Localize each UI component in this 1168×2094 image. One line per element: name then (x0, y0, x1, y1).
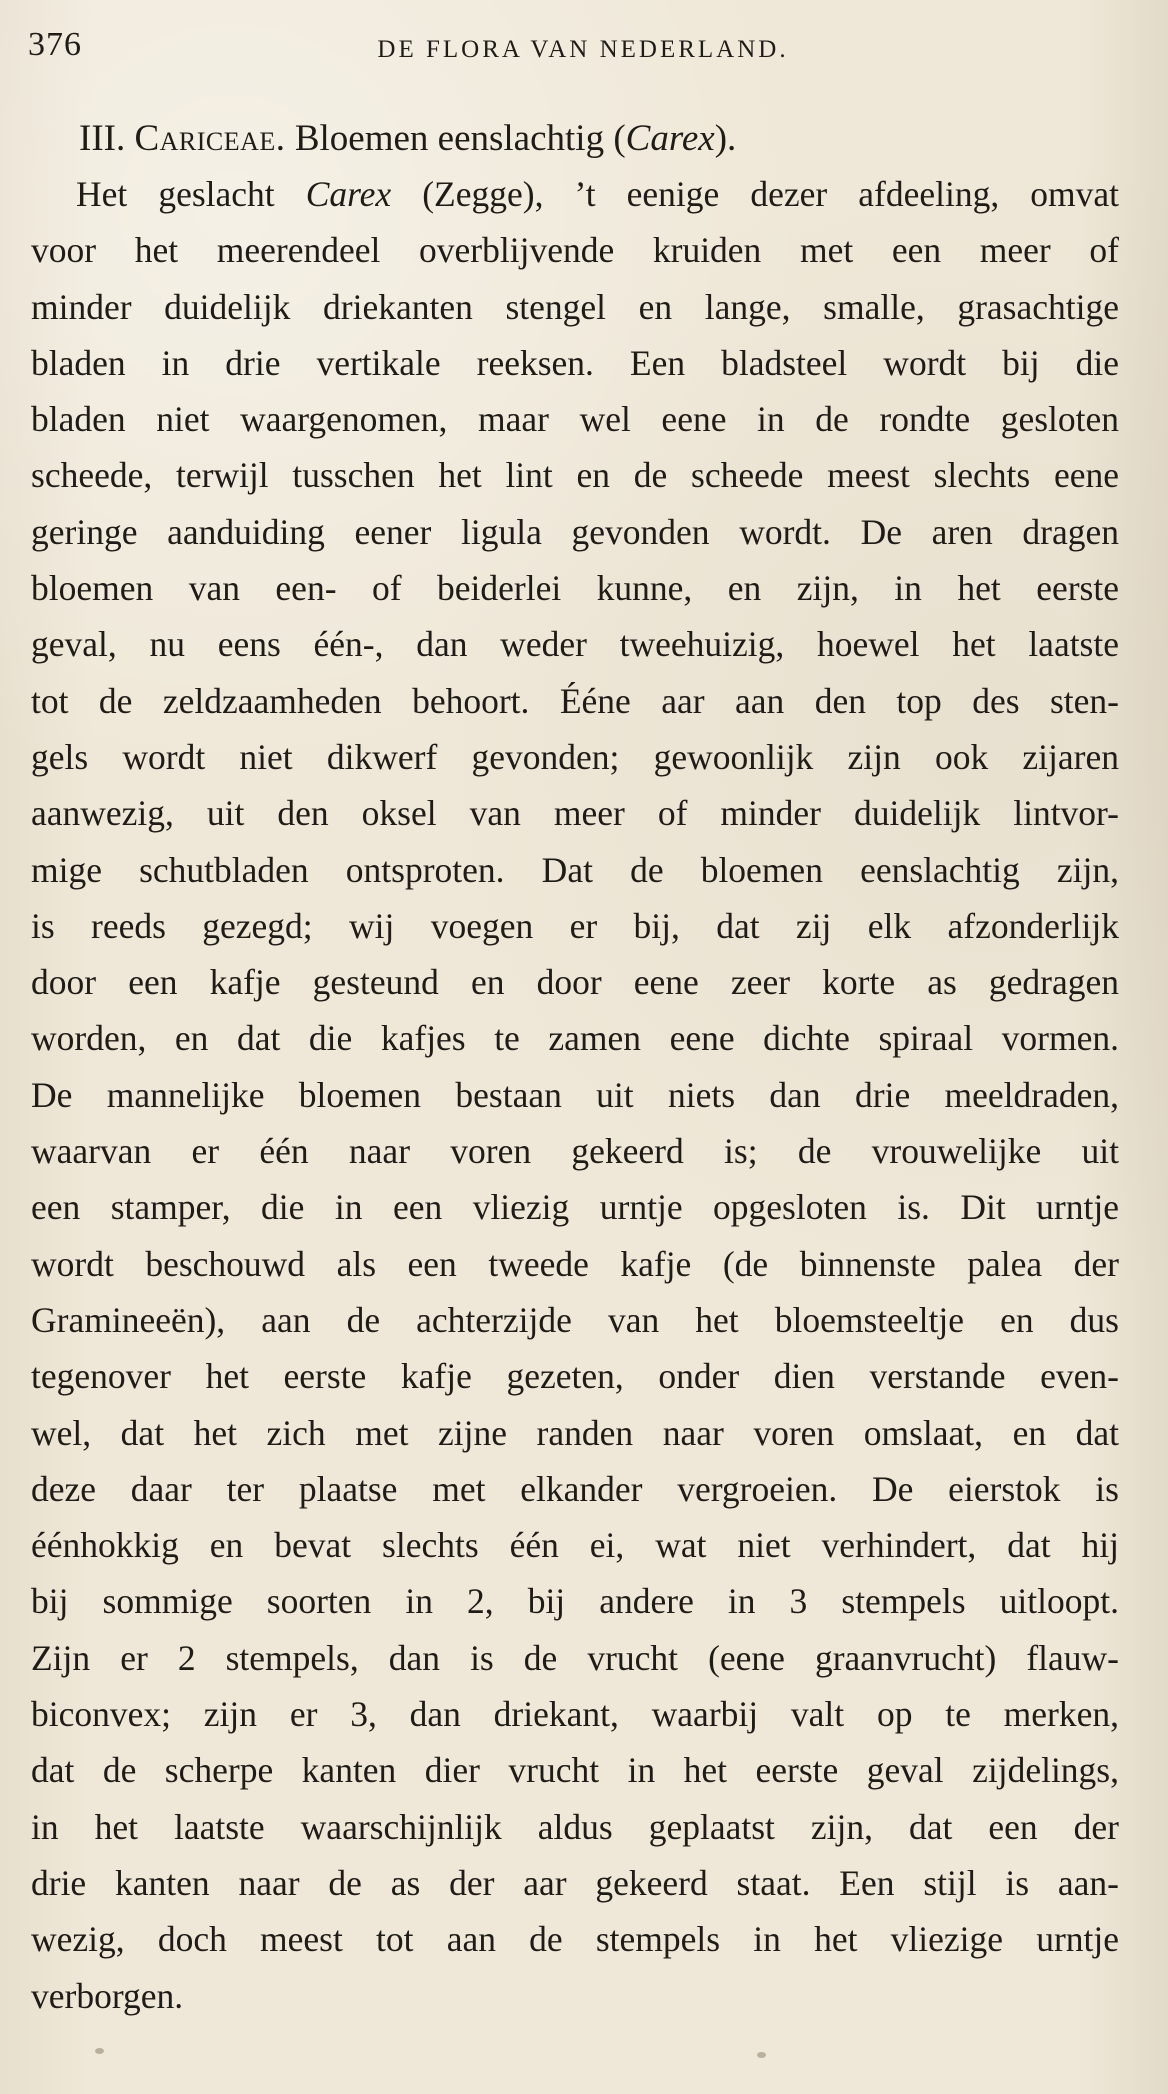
text-line-03: minder duidelijk driekanten stengel en lange, smalle, grasachtige (31, 286, 1119, 327)
section-heading (79, 112, 1119, 166)
running-head: DE FLORA VAN NEDERLAND. (377, 36, 789, 63)
page-header (28, 26, 1138, 70)
text-line-32: wezig, doch meest tot aan de stempels in het vliezige urntje (31, 1919, 1119, 1960)
text-line-25: éénhokkig en bevat slechts één ei, wat niet verhindert, dat hij (31, 1525, 1119, 1566)
text-line-12: aanwezig, uit den oksel van meer of minder duidelijk lintvor- (31, 793, 1119, 834)
text-line-22: tegenover het eerste kafje gezeten, onder dien verstande even- (31, 1356, 1119, 1397)
text-line-05: bladen niet waargenomen, maar wel eene in de rondte gesloten (31, 399, 1119, 440)
text-line-08: bloemen van een- of beiderlei kunne, en zijn, in het eerste (31, 568, 1119, 609)
text-line-19: een stamper, die in een vliezig urntje opgesloten is. Dit urntje (31, 1187, 1119, 1228)
text-line-10: tot de zeldzaamheden behoort. Ééne aar aan den top des sten- (31, 680, 1119, 721)
text-line-30: in het laatste waarschijnlijk aldus geplaatst zijn, dat een der (31, 1806, 1119, 1847)
paper-ink-spot (95, 2048, 104, 2054)
text-line-29: dat de scherpe kanten dier vrucht in het eerste geval zijdelings, (31, 1750, 1119, 1791)
text-line-20: wordt beschouwd als een tweede kafje (de binnenste palea der (31, 1243, 1119, 1284)
section-label: Cariceae. (134, 118, 286, 159)
section-numeral: III. (79, 118, 126, 159)
text-line-23: wel, dat het zich met zijne randen naar voren omslaat, en dat (31, 1412, 1119, 1453)
text-line-31: drie kanten naar de as der aar gekeerd staat. Een stijl is aan- (31, 1862, 1119, 1903)
text-line-17: De mannelijke bloemen bestaan uit niets dan drie meeldraden, (31, 1074, 1119, 1115)
section-description: Bloemen eenslachtig ( (294, 118, 626, 159)
line-01-start: Het geslacht (76, 174, 306, 214)
text-line-07: geringe aanduiding eener ligula gevonden wordt. De aren dragen (31, 511, 1119, 552)
text-line-33: verborgen. (31, 1975, 184, 2016)
text-line-26: bij sommige soorten in 2, bij andere in 3 stempels uitloopt. (31, 1581, 1119, 1622)
text-line-02: voor het meerendeel overblijvende kruiden met een meer of (31, 230, 1119, 271)
text-line-28: biconvex; zijn er 3, dan driekant, waarbij valt op te merken, (31, 1694, 1119, 1735)
text-line-13: mige schutbladen ontsproten. Dat de bloemen eenslachtig zijn, (31, 849, 1119, 890)
text-line-15: door een kafje gesteund en door eene zeer korte as gedragen (31, 962, 1119, 1003)
section-genus: Carex (625, 118, 715, 159)
text-line-24: deze daar ter plaatse met elkander vergroeien. De eierstok is (31, 1468, 1119, 1509)
text-line-04: bladen in drie vertikale reeksen. Een bladsteel wordt bij die (31, 342, 1119, 383)
text-line-14: is reeds gezegd; wij voegen er bij, dat zij elk afzonderlijk (31, 905, 1119, 946)
paper-ink-spot (757, 2052, 766, 2058)
text-line-27: Zijn er 2 stempels, dan is de vrucht (eene graanvrucht) flauw- (31, 1637, 1119, 1678)
line-01-genus: Carex (305, 174, 392, 214)
text-line-11: gels wordt niet dikwerf gevonden; gewoonlijk zijn ook zijaren (31, 736, 1119, 777)
main-text-block (31, 112, 1119, 2024)
text-line-18: waarvan er één naar voren gekeerd is; de vrouwelijke uit (31, 1131, 1119, 1172)
text-line-09: geval, nu eens één-, dan weder tweehuizig, hoewel het laatste (31, 624, 1119, 665)
text-line-16: worden, en dat die kafjes te zamen eene dichte spiraal vormen. (31, 1018, 1119, 1059)
line-01-end: (Zegge), ’t eenige dezer afdeeling, omvat (391, 174, 1119, 214)
text-line-21: Gramineeën), aan de achterzijde van het bloemsteeltje en dus (31, 1299, 1119, 1340)
page-number: 376 (28, 26, 82, 63)
text-line-01 (31, 166, 1119, 222)
section-close: ). (714, 118, 737, 159)
text-line-06: scheede, terwijl tusschen het lint en de scheede meest slechts eene (31, 455, 1119, 496)
